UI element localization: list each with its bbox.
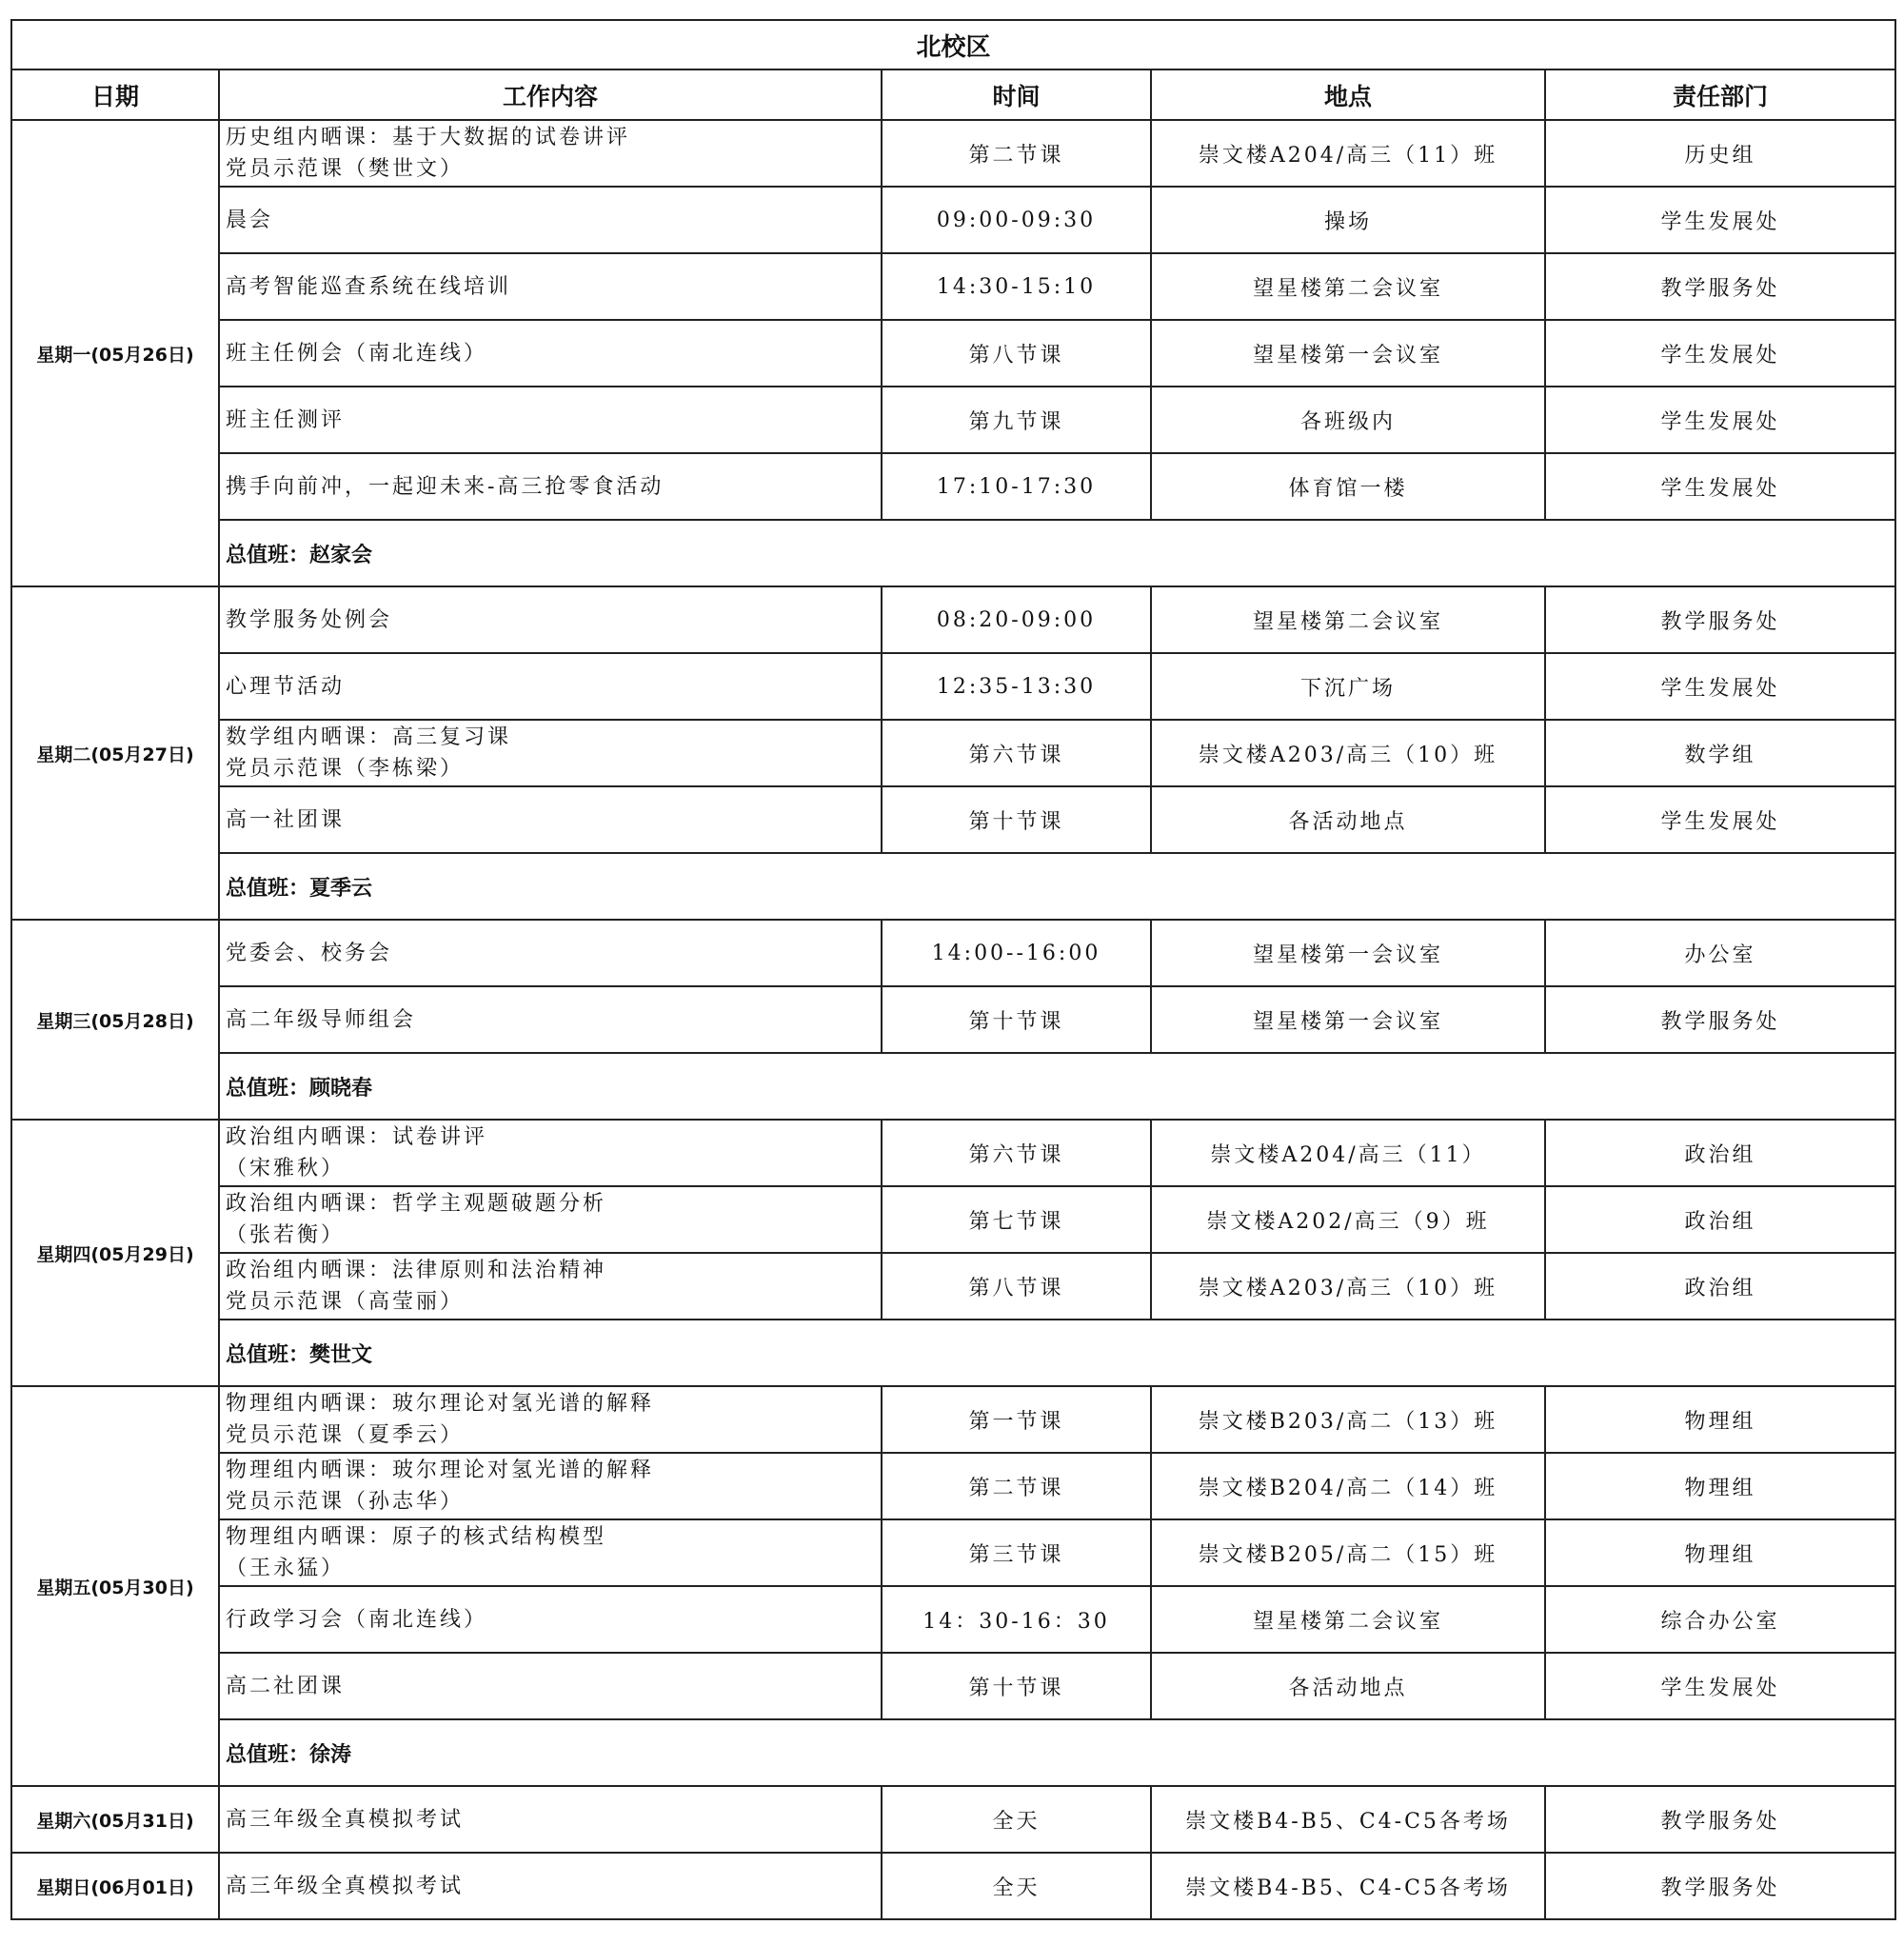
dept-cell: 数学组 — [1545, 720, 1895, 786]
work-content-line: 高二社团课 — [226, 1674, 346, 1698]
table-row — [11, 1786, 1895, 1853]
time-cell: 17:10-17:30 — [882, 453, 1151, 520]
place-cell: 崇文楼B204/高二（14）班 — [1151, 1453, 1545, 1519]
work-content-cell — [219, 1386, 882, 1453]
duty-officer-cell: 总值班：徐涛 — [219, 1719, 1895, 1786]
time-cell: 14：30-16：30 — [882, 1586, 1151, 1653]
place-cell: 望星楼第一会议室 — [1151, 920, 1545, 986]
work-content-cell — [219, 1786, 882, 1853]
place-cell: 望星楼第一会议室 — [1151, 320, 1545, 387]
place-cell: 望星楼第二会议室 — [1151, 253, 1545, 320]
work-content-line: 高二年级导师组会 — [226, 1007, 417, 1032]
place-cell: 各活动地点 — [1151, 786, 1545, 853]
header-dept: 责任部门 — [1545, 69, 1895, 120]
dept-cell: 学生发展处 — [1545, 786, 1895, 853]
time-cell: 第一节课 — [882, 1386, 1151, 1453]
table-row — [11, 1453, 1895, 1519]
table-row — [11, 920, 1895, 986]
place-cell: 崇文楼A204/高三（11） — [1151, 1120, 1545, 1186]
day-date-cell: 星期三(05月28日) — [11, 920, 219, 1120]
table-row — [11, 720, 1895, 786]
time-cell: 12:35-13:30 — [882, 653, 1151, 720]
day-date-cell: 星期一(05月26日) — [11, 120, 219, 586]
table-row — [11, 986, 1895, 1053]
dept-cell: 教学服务处 — [1545, 1786, 1895, 1853]
place-cell: 崇文楼B205/高二（15）班 — [1151, 1519, 1545, 1586]
day-date-cell: 星期二(05月27日) — [11, 586, 219, 920]
work-content-line: 党员示范课（李栋梁） — [226, 757, 465, 781]
work-content-line: 数学组内晒课：高三复习课 — [226, 725, 512, 749]
table-row — [11, 1253, 1895, 1320]
place-cell: 崇文楼A203/高三（10）班 — [1151, 720, 1545, 786]
work-content-cell — [219, 453, 882, 520]
dept-cell: 教学服务处 — [1545, 586, 1895, 653]
work-content-line: 物理组内晒课：玻尔理论对氢光谱的解释 — [226, 1392, 655, 1416]
work-content-line: 物理组内晒课：玻尔理论对氢光谱的解释 — [226, 1459, 655, 1482]
place-cell: 操场 — [1151, 187, 1545, 253]
work-content-cell — [219, 1120, 882, 1186]
dept-cell: 政治组 — [1545, 1253, 1895, 1320]
work-content-cell — [219, 387, 882, 453]
work-content-cell — [219, 1186, 882, 1253]
header-row — [11, 69, 1895, 120]
table-row — [11, 187, 1895, 253]
place-cell: 各班级内 — [1151, 387, 1545, 453]
header-date: 日期 — [11, 69, 219, 120]
work-content-line: 历史组内晒课：基于大数据的试卷讲评 — [226, 126, 631, 149]
work-content-cell — [219, 1453, 882, 1519]
place-cell: 崇文楼A203/高三（10）班 — [1151, 1253, 1545, 1320]
place-cell: 崇文楼A204/高三（11）班 — [1151, 120, 1545, 187]
header-time: 时间 — [882, 69, 1151, 120]
duty-row — [11, 1719, 1895, 1786]
work-content-cell — [219, 253, 882, 320]
work-content-line: 教学服务处例会 — [226, 607, 393, 632]
work-content-line: 高三年级全真模拟考试 — [226, 1807, 465, 1832]
table-row — [11, 453, 1895, 520]
dept-cell: 物理组 — [1545, 1386, 1895, 1453]
work-content-line: （王永猛） — [226, 1557, 346, 1580]
dept-cell: 教学服务处 — [1545, 986, 1895, 1053]
dept-cell: 学生发展处 — [1545, 387, 1895, 453]
work-content-cell — [219, 120, 882, 187]
day-date-cell: 星期日(06月01日) — [11, 1853, 219, 1919]
time-cell: 第八节课 — [882, 1253, 1151, 1320]
time-cell: 第九节课 — [882, 387, 1151, 453]
duty-row — [11, 520, 1895, 586]
work-content-line: 政治组内晒课：哲学主观题破题分析 — [226, 1192, 607, 1216]
duty-officer-cell: 总值班：顾晓春 — [219, 1053, 1895, 1120]
work-content-cell — [219, 1586, 882, 1653]
work-content-line: 高考智能巡查系统在线培训 — [226, 274, 512, 299]
place-cell: 下沉广场 — [1151, 653, 1545, 720]
work-content-cell — [219, 187, 882, 253]
time-cell: 第六节课 — [882, 720, 1151, 786]
time-cell: 14:00--16:00 — [882, 920, 1151, 986]
work-content-cell — [219, 1853, 882, 1919]
work-content-line: 心理节活动 — [226, 674, 346, 699]
work-content-cell — [219, 986, 882, 1053]
time-cell: 14:30-15:10 — [882, 253, 1151, 320]
place-cell: 望星楼第一会议室 — [1151, 986, 1545, 1053]
table-row — [11, 1853, 1895, 1919]
place-cell: 崇文楼B4-B5、C4-C5各考场 — [1151, 1853, 1545, 1919]
duty-officer-cell: 总值班：夏季云 — [219, 853, 1895, 920]
time-cell: 第六节课 — [882, 1120, 1151, 1186]
time-cell: 09:00-09:30 — [882, 187, 1151, 253]
dept-cell: 学生发展处 — [1545, 453, 1895, 520]
dept-cell: 物理组 — [1545, 1453, 1895, 1519]
place-cell: 崇文楼B4-B5、C4-C5各考场 — [1151, 1786, 1545, 1853]
place-cell: 崇文楼B203/高二（13）班 — [1151, 1386, 1545, 1453]
duty-row — [11, 1320, 1895, 1386]
time-cell: 第十节课 — [882, 986, 1151, 1053]
table-row — [11, 320, 1895, 387]
work-content-cell — [219, 1519, 882, 1586]
dept-cell: 学生发展处 — [1545, 187, 1895, 253]
work-content-cell — [219, 1253, 882, 1320]
day-date-cell: 星期五(05月30日) — [11, 1386, 219, 1786]
work-content-cell — [219, 720, 882, 786]
table-row — [11, 253, 1895, 320]
work-content-cell — [219, 320, 882, 387]
table-row — [11, 1120, 1895, 1186]
table-row — [11, 1186, 1895, 1253]
work-content-line: 党员示范课（孙志华） — [226, 1490, 465, 1514]
time-cell: 第十节课 — [882, 786, 1151, 853]
dept-cell: 历史组 — [1545, 120, 1895, 187]
duty-officer-cell: 总值班：赵家会 — [219, 520, 1895, 586]
work-content-line: 党员示范课（夏季云） — [226, 1423, 465, 1447]
work-content-line: 高一社团课 — [226, 807, 346, 832]
work-content-cell — [219, 786, 882, 853]
work-content-line: 政治组内晒课：试卷讲评 — [226, 1125, 488, 1149]
table-row — [11, 653, 1895, 720]
work-content-line: 党员示范课（樊世文） — [226, 157, 465, 181]
work-content-line: 政治组内晒课：法律原则和法治精神 — [226, 1259, 607, 1282]
time-cell: 全天 — [882, 1786, 1151, 1853]
time-cell: 全天 — [882, 1853, 1151, 1919]
work-content-cell — [219, 1653, 882, 1719]
header-content: 工作内容 — [219, 69, 882, 120]
place-cell: 体育馆一楼 — [1151, 453, 1545, 520]
dept-cell: 政治组 — [1545, 1186, 1895, 1253]
time-cell: 第二节课 — [882, 120, 1151, 187]
schedule-table — [10, 19, 1896, 1920]
work-content-line: （张若衡） — [226, 1223, 346, 1247]
table-row — [11, 586, 1895, 653]
day-date-cell: 星期六(05月31日) — [11, 1786, 219, 1853]
duty-row — [11, 1053, 1895, 1120]
table-row — [11, 387, 1895, 453]
day-date-cell: 星期四(05月29日) — [11, 1120, 219, 1386]
table-row — [11, 1519, 1895, 1586]
place-cell: 崇文楼A202/高三（9）班 — [1151, 1186, 1545, 1253]
dept-cell: 办公室 — [1545, 920, 1895, 986]
dept-cell: 物理组 — [1545, 1519, 1895, 1586]
dept-cell: 政治组 — [1545, 1120, 1895, 1186]
work-content-line: 高三年级全真模拟考试 — [226, 1874, 465, 1898]
table-row — [11, 1653, 1895, 1719]
work-content-line: 行政学习会（南北连线） — [226, 1607, 488, 1632]
table-title: 北校区 — [11, 20, 1895, 69]
place-cell: 望星楼第二会议室 — [1151, 1586, 1545, 1653]
dept-cell: 综合办公室 — [1545, 1586, 1895, 1653]
duty-row — [11, 853, 1895, 920]
table-row — [11, 1386, 1895, 1453]
time-cell: 08:20-09:00 — [882, 586, 1151, 653]
work-content-line: 晨会 — [226, 208, 274, 232]
dept-cell: 学生发展处 — [1545, 653, 1895, 720]
time-cell: 第三节课 — [882, 1519, 1151, 1586]
dept-cell: 学生发展处 — [1545, 1653, 1895, 1719]
work-content-line: 党委会、校务会 — [226, 941, 393, 965]
time-cell: 第二节课 — [882, 1453, 1151, 1519]
work-content-cell — [219, 920, 882, 986]
work-content-line: 物理组内晒课：原子的核式结构模型 — [226, 1525, 607, 1549]
dept-cell: 学生发展处 — [1545, 320, 1895, 387]
schedule-body — [11, 120, 1895, 1919]
work-content-line: 携手向前冲，一起迎未来-高三抢零食活动 — [226, 474, 664, 499]
work-content-line: 班主任例会（南北连线） — [226, 341, 488, 366]
dept-cell: 教学服务处 — [1545, 1853, 1895, 1919]
time-cell: 第十节课 — [882, 1653, 1151, 1719]
dept-cell: 教学服务处 — [1545, 253, 1895, 320]
time-cell: 第七节课 — [882, 1186, 1151, 1253]
header-place: 地点 — [1151, 69, 1545, 120]
work-content-cell — [219, 586, 882, 653]
duty-officer-cell: 总值班：樊世文 — [219, 1320, 1895, 1386]
work-content-line: 班主任测评 — [226, 407, 346, 432]
place-cell: 望星楼第二会议室 — [1151, 586, 1545, 653]
work-content-cell — [219, 653, 882, 720]
table-row — [11, 120, 1895, 187]
work-content-line: 党员示范课（高莹丽） — [226, 1290, 465, 1314]
place-cell: 各活动地点 — [1151, 1653, 1545, 1719]
table-row — [11, 1586, 1895, 1653]
time-cell: 第八节课 — [882, 320, 1151, 387]
table-row — [11, 786, 1895, 853]
work-content-line: （宋雅秋） — [226, 1157, 346, 1181]
